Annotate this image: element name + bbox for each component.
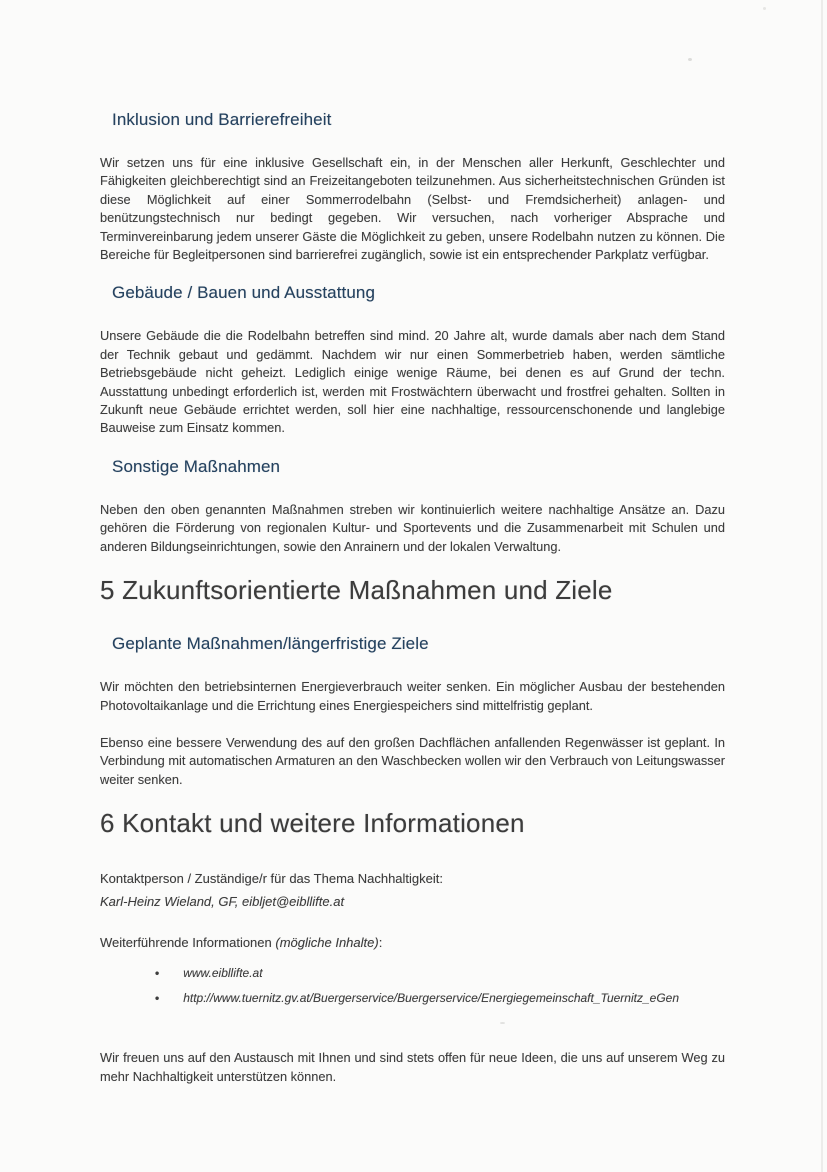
- link-list: [100, 961, 725, 1011]
- section-heading: Gebäude / Bauen und Ausstattung: [112, 283, 376, 303]
- scan-speck: [500, 1022, 505, 1024]
- further-info-block: [100, 933, 725, 1011]
- chapter-heading: 5 Zukunftsorientierte Maßnahmen und Ziele: [100, 575, 613, 606]
- further-info-italic: (mögliche Inhalte): [275, 935, 379, 951]
- further-info-label: [100, 933, 725, 953]
- further-info-prefix: Weiterführende Informationen: [100, 935, 276, 951]
- section-heading: Inklusion und Barrierefreiheit: [112, 110, 332, 129]
- bullet-icon: •: [155, 991, 160, 1006]
- link-text: www.eibllifte.at: [183, 966, 263, 981]
- scan-edge-artifact: [821, 0, 823, 1172]
- body-paragraph: Wir setzen uns für eine inklusive Gesellschaft ein, in der Menschen aller Herkunft, Geschlechter und Fähigkeiten gleichberechtigt sind an Freizeitangeboten teilzunehmen. Aus sicherheitstechnischen Gründen ist diese Möglichkeit auf einer Sommerrodelbahn (Selbst- und Fremdsicherheit) anlagen- und benützungstechnisch nur bedingt gegeben. Wir versuchen, nach vorheriger Absprache und Terminvereinbarung jedem unserer Gäste die Möglichkeit zu geben, unsere Rodelbahn nutzen zu können. Die Bereiche für Begleitpersonen sind barrierefrei zugänglich, sowie ist ein entsprechender Parkplatz verfügbar.: [100, 155, 725, 263]
- body-paragraph: Neben den oben genannten Maßnahmen streben wir kontinuierlich weitere nachhaltige Ansätze an. Dazu gehören die Förderung von regionalen Kultur- und Sportevents und die Zusammenarbeit mit Schulen und anderen Bildungseinrichtungen, sowie den Anrainern und der lokalen Verwaltung.: [100, 501, 725, 554]
- section-heading: Sonstige Maßnahmen: [112, 456, 281, 476]
- scan-speck: [763, 7, 766, 10]
- body-paragraph: Unsere Gebäude die die Rodelbahn betreffen sind mind. 20 Jahre alt, wurde damals aber nach dem Stand der Technik gebaut und gedämmt. Nachdem wir nur einen Sommerbetrieb haben, werden sämtliche Betriebsgebäude nicht geheizt. Lediglich einige wenige Räume, bei denen es auf Grund der techn. Ausstattung unbedingt erforderlich ist, werden mit Frostwächtern überwacht und frostfrei gehalten. Sollten in Zukunft neue Gebäude errichtet werden, soll hier eine nachhaltige, ressourcenschonende und langlebige Bauweise zum Einsatz kommen.: [100, 328, 725, 436]
- bullet-icon: •: [155, 966, 160, 981]
- further-info-suffix: :: [378, 935, 383, 951]
- chapter-heading: 6 Kontakt und weitere Informationen: [100, 808, 525, 839]
- contact-block: [100, 867, 725, 913]
- list-item: [155, 986, 725, 1011]
- closing-paragraph: Wir freuen uns auf den Austausch mit Ihnen und sind stets offen für neue Ideen, die uns auf unserem Weg zu mehr Nachhaltigkeit unterstützen können.: [100, 1050, 725, 1084]
- contact-label: Kontaktperson / Zuständige/r für das Thema Nachhaltigkeit:: [100, 871, 444, 887]
- contact-person: Karl-Heinz Wieland, GF, eibljet@eibllifte.at: [100, 894, 345, 910]
- scan-speck: [688, 58, 692, 61]
- section-heading: Geplante Maßnahmen/längerfristige Ziele: [112, 634, 429, 654]
- list-item: [155, 961, 725, 986]
- body-paragraph: Wir möchten den betriebsinternen Energieverbrauch weiter senken. Ein möglicher Ausbau der bestehenden Photovoltaikanlage und die Errichtung eines Energiespeichers sind mittelfristig geplant.: [100, 679, 725, 713]
- body-paragraph: Ebenso eine bessere Verwendung des auf den großen Dachflächen anfallenden Regenwässer ist geplant. In Verbindung mit automatischen Armaturen an den Waschbecken wollen wir den Verbrauch von Leitungswasser weiter senken.: [100, 734, 725, 787]
- document-content: [100, 0, 725, 1105]
- link-text: http://www.tuernitz.gv.at/Buergerservice/Buergerservice/Energiegemeinschaft_Tuernitz_eGen: [183, 991, 679, 1006]
